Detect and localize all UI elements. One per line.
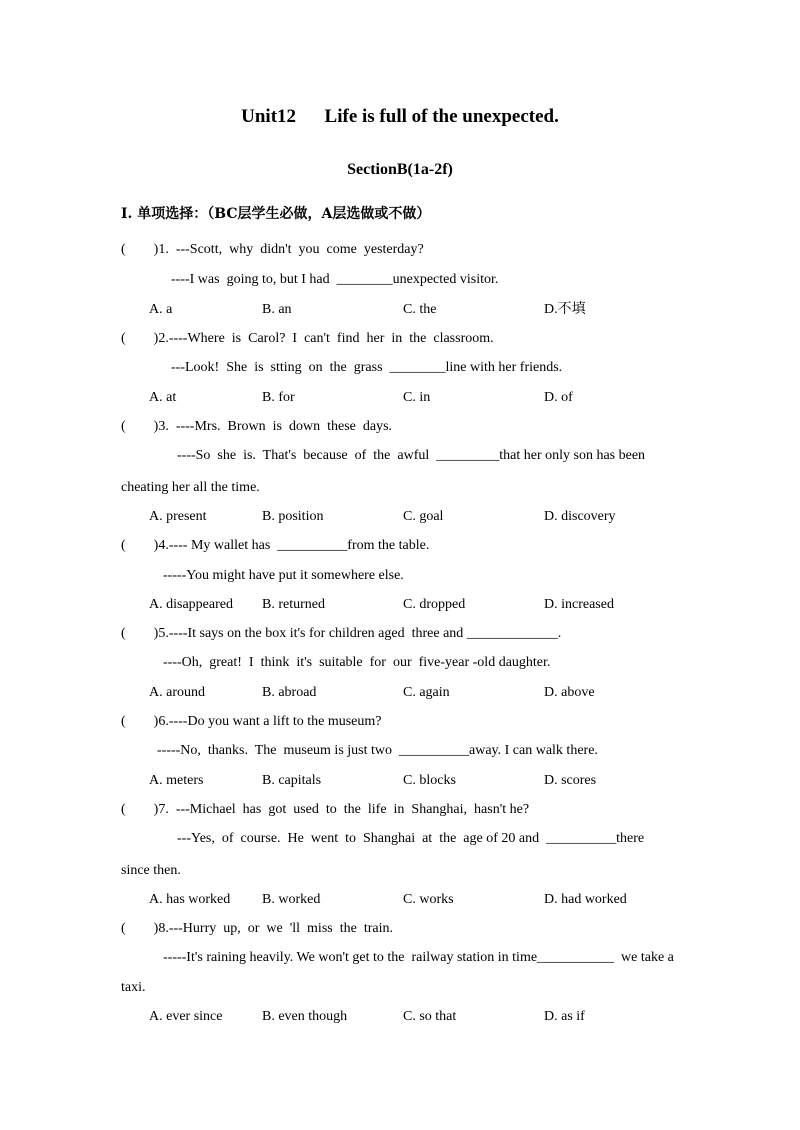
question-2-option-c: C. in [403, 390, 431, 405]
question-4-option-b: B. returned [262, 597, 325, 612]
question-5-reply: ----Oh, great! I think it's suitable for our five-year -old daughter. [163, 655, 551, 670]
question-2-option-d: D. of [544, 390, 573, 405]
question-6-option-a: A. meters [149, 773, 204, 788]
question-7-option-a: A. has worked [149, 892, 231, 907]
question-7-reply-continued: since then. [121, 863, 181, 878]
question-6-reply: -----No, thanks. The museum is just two __________away. I can walk there. [157, 743, 598, 758]
question-6-option-d: D. scores [544, 773, 597, 788]
question-1-reply: ----I was going to, but I had ________unexpected visitor. [171, 272, 499, 287]
question-3-reply-continued: cheating her all the time. [121, 480, 260, 495]
question-6-option-c: C. blocks [403, 773, 456, 788]
question-1-option-b: B. an [262, 302, 292, 317]
question-4-option-a: A. disappeared [149, 597, 233, 612]
question-3-option-d: D. discovery [544, 509, 616, 524]
question-2-option-a: A. at [149, 390, 177, 405]
question-8-option-b: B. even though [262, 1009, 348, 1024]
question-6-stem: ( )6.----Do you want a lift to the museum? [121, 714, 382, 729]
question-1-option-c: C. the [403, 302, 437, 317]
question-2-reply: ---Look! She is stting on the grass ________line with her friends. [171, 360, 563, 375]
question-5-option-c: C. again [403, 685, 450, 700]
question-1-stem: ( )1. ---Scott, why didn't you come yesterday? [121, 242, 424, 257]
question-8-option-d: D. as if [544, 1009, 585, 1024]
question-6-option-b: B. capitals [262, 773, 322, 788]
question-8-stem: ( )8.---Hurry up, or we 'll miss the train. [121, 921, 393, 936]
question-5-option-b: B. abroad [262, 685, 317, 700]
section-heading: I. 单项选择：（BC层学生必做，A层选做或不做） [121, 206, 431, 222]
page-subtitle: SectionB(1a-2f) [347, 161, 453, 178]
question-8-reply-continued: taxi. [121, 980, 146, 995]
question-1-option-a: A. a [149, 302, 173, 317]
question-7-option-b: B. worked [262, 892, 321, 907]
question-1-option-d: D.不填 [544, 302, 586, 317]
question-5-option-a: A. around [149, 685, 205, 700]
question-3-option-a: A. present [149, 509, 207, 524]
question-4-reply: -----You might have put it somewhere else. [163, 568, 404, 583]
page-title: Unit12 Life is full of the unexpected. [241, 106, 559, 127]
question-5-stem: ( )5.----It says on the box it's for children aged three and _____________. [121, 626, 562, 641]
question-2-option-b: B. for [262, 390, 295, 405]
question-3-reply: ----So she is. That's because of the awful _________that her only son has been [177, 448, 646, 463]
question-4-option-d: D. increased [544, 597, 614, 612]
question-8-option-c: C. so that [403, 1009, 457, 1024]
question-3-stem: ( )3. ----Mrs. Brown is down these days. [121, 419, 393, 434]
question-5-option-d: D. above [544, 685, 595, 700]
question-8-option-a: A. ever since [149, 1009, 223, 1024]
question-7-option-c: C. works [403, 892, 454, 907]
question-7-stem: ( )7. ---Michael has got used to the life in Shanghai, hasn't he? [121, 802, 530, 817]
question-2-stem: ( )2.----Where is Carol? I can't find her in the classroom. [121, 331, 494, 346]
question-4-option-c: C. dropped [403, 597, 466, 612]
question-4-stem: ( )4.---- My wallet has __________from the table. [121, 538, 430, 553]
question-8-reply: -----It's raining heavily. We won't get to the railway station in time___________ we take a [163, 950, 674, 965]
question-3-option-b: B. position [262, 509, 324, 524]
question-7-reply: ---Yes, of course. He went to Shanghai at the age of 20 and __________there [177, 831, 645, 846]
question-7-option-d: D. had worked [544, 892, 627, 907]
question-3-option-c: C. goal [403, 509, 444, 524]
